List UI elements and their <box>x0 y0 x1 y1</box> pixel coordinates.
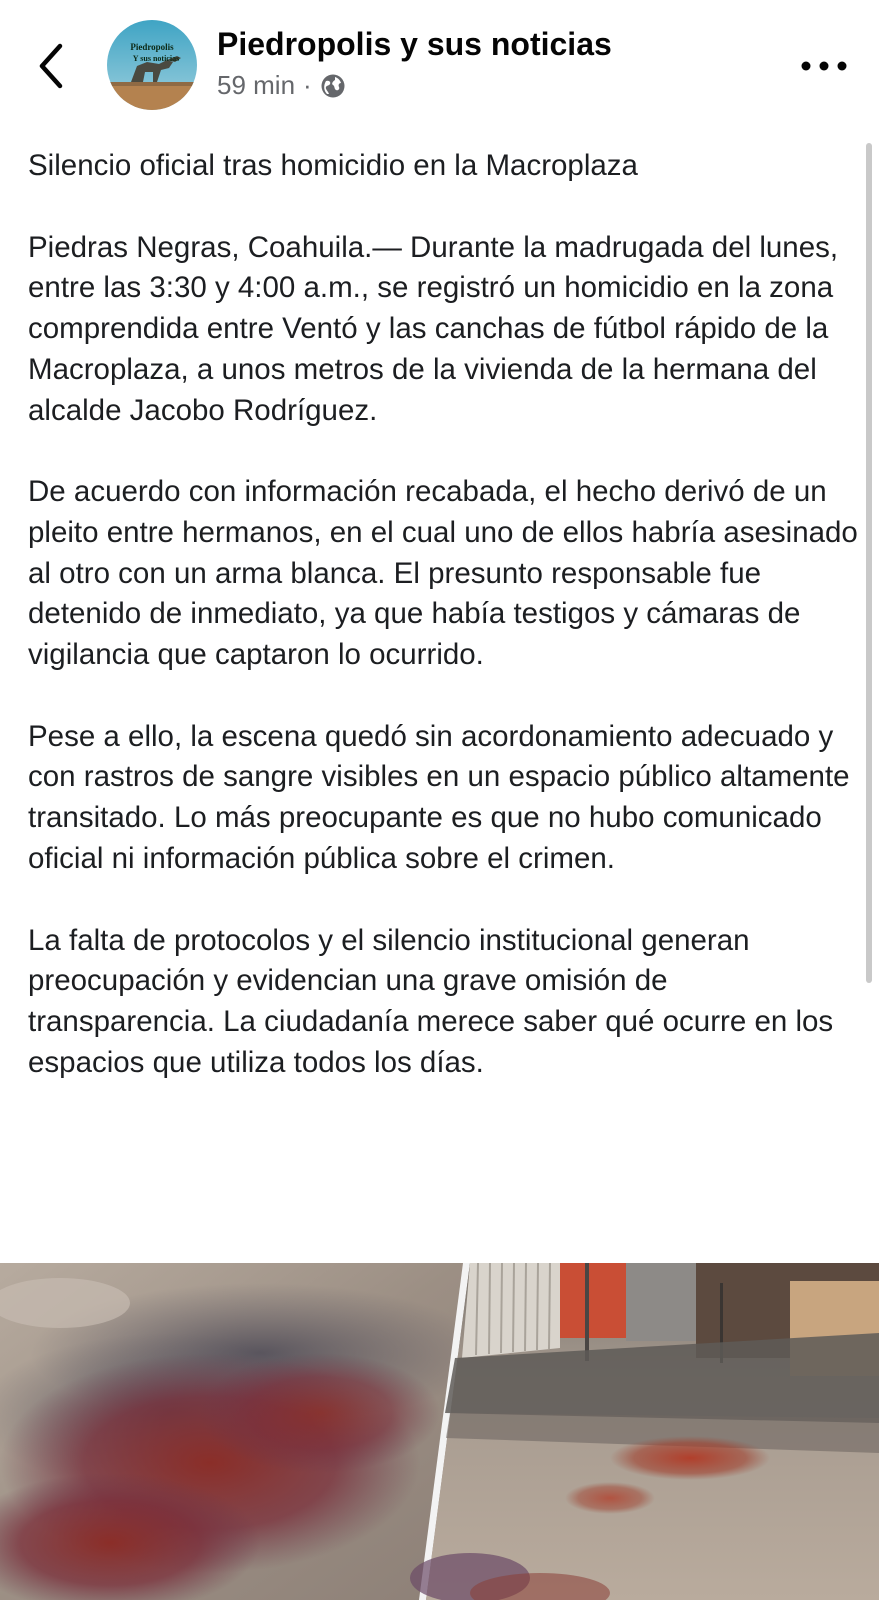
post-title: Silencio oficial tras homicidio en la Macroplaza <box>28 149 638 182</box>
post-header <box>0 0 879 130</box>
post-paragraph: La falta de protocolos y el silencio institucional generan preocupación y evidencian una grave omisión de transparencia. La ciudadanía merece saber qué ocurre en los espacios que utiliza todos los días. <box>28 923 834 1079</box>
back-button[interactable] <box>30 38 78 94</box>
chevron-left-icon <box>30 38 78 94</box>
post-body <box>28 146 858 1083</box>
meta-separator: · <box>303 70 312 100</box>
avatar[interactable] <box>107 20 197 110</box>
avatar-text-2: Y sus noticias <box>132 54 180 63</box>
globe-icon <box>320 73 346 99</box>
post-paragraph: De acuerdo con información recabada, el hecho derivó de un pleito entre hermanos, en el cual uno de ellos habría asesinado al otro con un arma blanca. El presunto responsable fue detenido de inmediato, ya que había testigos y cámaras de vigilancia que captaron lo ocurrido. <box>28 475 858 672</box>
scrollbar[interactable] <box>866 143 872 983</box>
more-horizontal-icon <box>796 46 852 86</box>
page-name[interactable]: Piedropolis y sus noticias <box>217 26 612 62</box>
avatar-text-1: Piedropolis <box>130 42 174 52</box>
more-options-button[interactable] <box>796 46 852 86</box>
post-meta <box>217 70 346 101</box>
post-paragraph: Pese a ello, la escena quedó sin acordonamiento adecuado y con rastros de sangre visibles en un espacio público altamente transitado. Lo más preocupante es que no hubo comunicado oficial ni información pública sobre el crimen. <box>28 719 850 875</box>
post-time[interactable]: 59 min <box>217 70 296 100</box>
post-photos[interactable] <box>0 1263 879 1600</box>
post-paragraph: Piedras Negras, Coahuila.— Durante la madrugada del lunes, entre las 3:30 y 4:00 a.m., se registró un homicidio en la zona comprendida entre Ventó y las canchas de fútbol rápido de la Macroplaza, a unos metros de la vivienda de la hermana del alcalde Jacobo Rodríguez. <box>28 230 839 427</box>
